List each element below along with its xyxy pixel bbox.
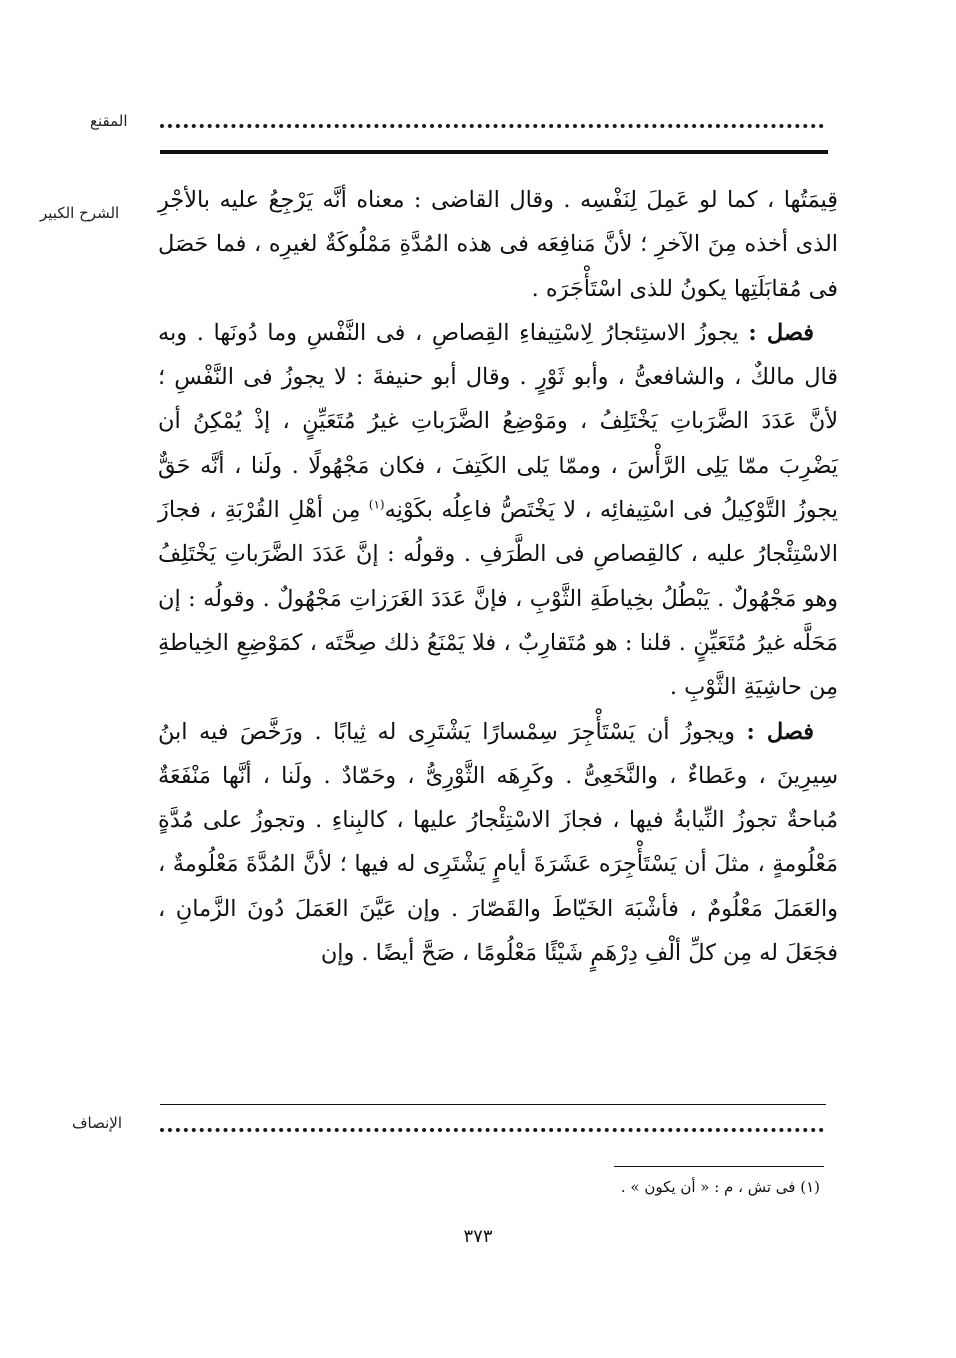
footnote-separator [614, 1166, 824, 1167]
paragraph-3 [158, 710, 838, 976]
paragraph-2-text-b: مِن أهْلِ القُرْبَةِ ، فجازَ الاسْتِئْجارُ عليه ، كالقِصاصِ فى الطَّرَفِ . وقولُه : إنَّ عَدَدَ الضَّرَباتِ يَخْتَلِفُ وهو مَجْهُولٌ . يَبْطُلُ بخِياطَةِ الثَّوْبِ ، فإنَّ عَدَدَ الغَرَزاتِ مَجْهُولٌ . وقولُه : إن مَحَلَّه غيرُ مُتَعَيِّنٍ . قلنا : هو مُتَقارِبٌ ، فلا يَمْنَعُ ذلك صِحَّتَه ، كمَوْضِعِ الخِياطةِ مِن حاشِيَةِ الثَّوْبِ . [158, 497, 838, 701]
insaf-dotted-line [160, 1118, 824, 1132]
fasl-heading: فصل : [746, 718, 815, 745]
footnote: (١) فى تش ، م : « أن يكون » . [620, 1178, 820, 1196]
paragraph-1: قِيمَتُها ، كما لو عَمِلَ لِنَفْسِه . وقال القاضى : معناه أنَّه يَرْجِعُ عليه بالأجْرِ الذى أخذه مِنَ الآخرِ ؛ لأنَّ مَنافِعَه فى هذه المُدَّةِ مَمْلُوكَةٌ لغيرِه ، فما حَصَل فى مُقابَلَتِها يكونُ للذى اسْتَأْجَرَه . [158, 187, 838, 302]
paragraph-2 [158, 311, 838, 710]
main-text [158, 178, 838, 975]
margin-label-sharh: الشرح الكبير [40, 204, 120, 222]
header-rule [160, 150, 828, 154]
margin-label-insaf: الإنصاف [72, 1114, 123, 1132]
paragraph-2-text-a: يجوزُ الاستِئجارُ لِاسْتِيفاءِ القِصاصِ ، فى النَّفْسِ وما دُونَها . وبه قال مالكٌ ، والشافعىُّ ، وأبو ثَوْرٍ . وقال أبو حنيفةَ : لا يجوزُ فى النَّفْسِ ؛ لأنَّ عَدَدَ الضَّرَباتِ يَخْتَلِفُ ، ومَوْضِعُ الضَّرَباتِ غيرُ مُتَعَيِّنٍ ، إذْ يُمْكِنُ أن يَضْرِبَ ممّا يَلِى الرَّأْسَ ، وممّا يَلى الكَتِفَ ، فكان مَجْهُولًا . ولَنا ، أنَّه حَقٌّ يجوزُ التَّوْكِيلُ فى اسْتِيفائِه ، لا يَخْتَصُّ فاعِلُه بكَوْنِه [158, 319, 838, 524]
paragraph-3-text: ويجوزُ أن يَسْتَأْجِرَ سِمْسارًا يَشْتَرِى له ثِيابًا . ورَخَّصَ فيه ابنُ سِيرِينَ ، وعَطاءٌ ، والنَّخَعِىُّ . وكَرِهَه الثَّوْرِىُّ ، وحَمّادٌ . ولَنا ، أنَّها مَنْفَعَةٌ مُباحةٌ تجوزُ النِّيابةُ فيها ، فجازَ الاسْتِئْجارُ عليها ، كالبِناءِ . وتجوزُ على مُدَّةٍ مَعْلُومةٍ ، مثلَ أن يَسْتَأْجِرَه عَشَرَةَ أيامٍ يَشْتَرِى له فيها ؛ لأنَّ المُدَّةَ مَعْلُومةٌ ، والعَمَلَ مَعْلُومٌ ، فأشْبَهَ الخَيّاطَ والقَصّارَ . وإن عَيَّنَ العَمَلَ دُونَ الزَّمانِ ، فجَعَلَ له مِن كلِّ ألْفِ دِرْهَمٍ شَيْئًا مَعْلُومًا ، صَحَّ أيضًا . وإن [158, 718, 838, 967]
fasl-heading: فصل : [748, 319, 814, 346]
insaf-rule [160, 1104, 826, 1105]
header-dotted-line [160, 114, 824, 128]
page-number: ٣٧٣ [463, 1226, 493, 1247]
footnote-marker: (١) [368, 497, 385, 512]
running-title: المقنع [90, 112, 128, 130]
